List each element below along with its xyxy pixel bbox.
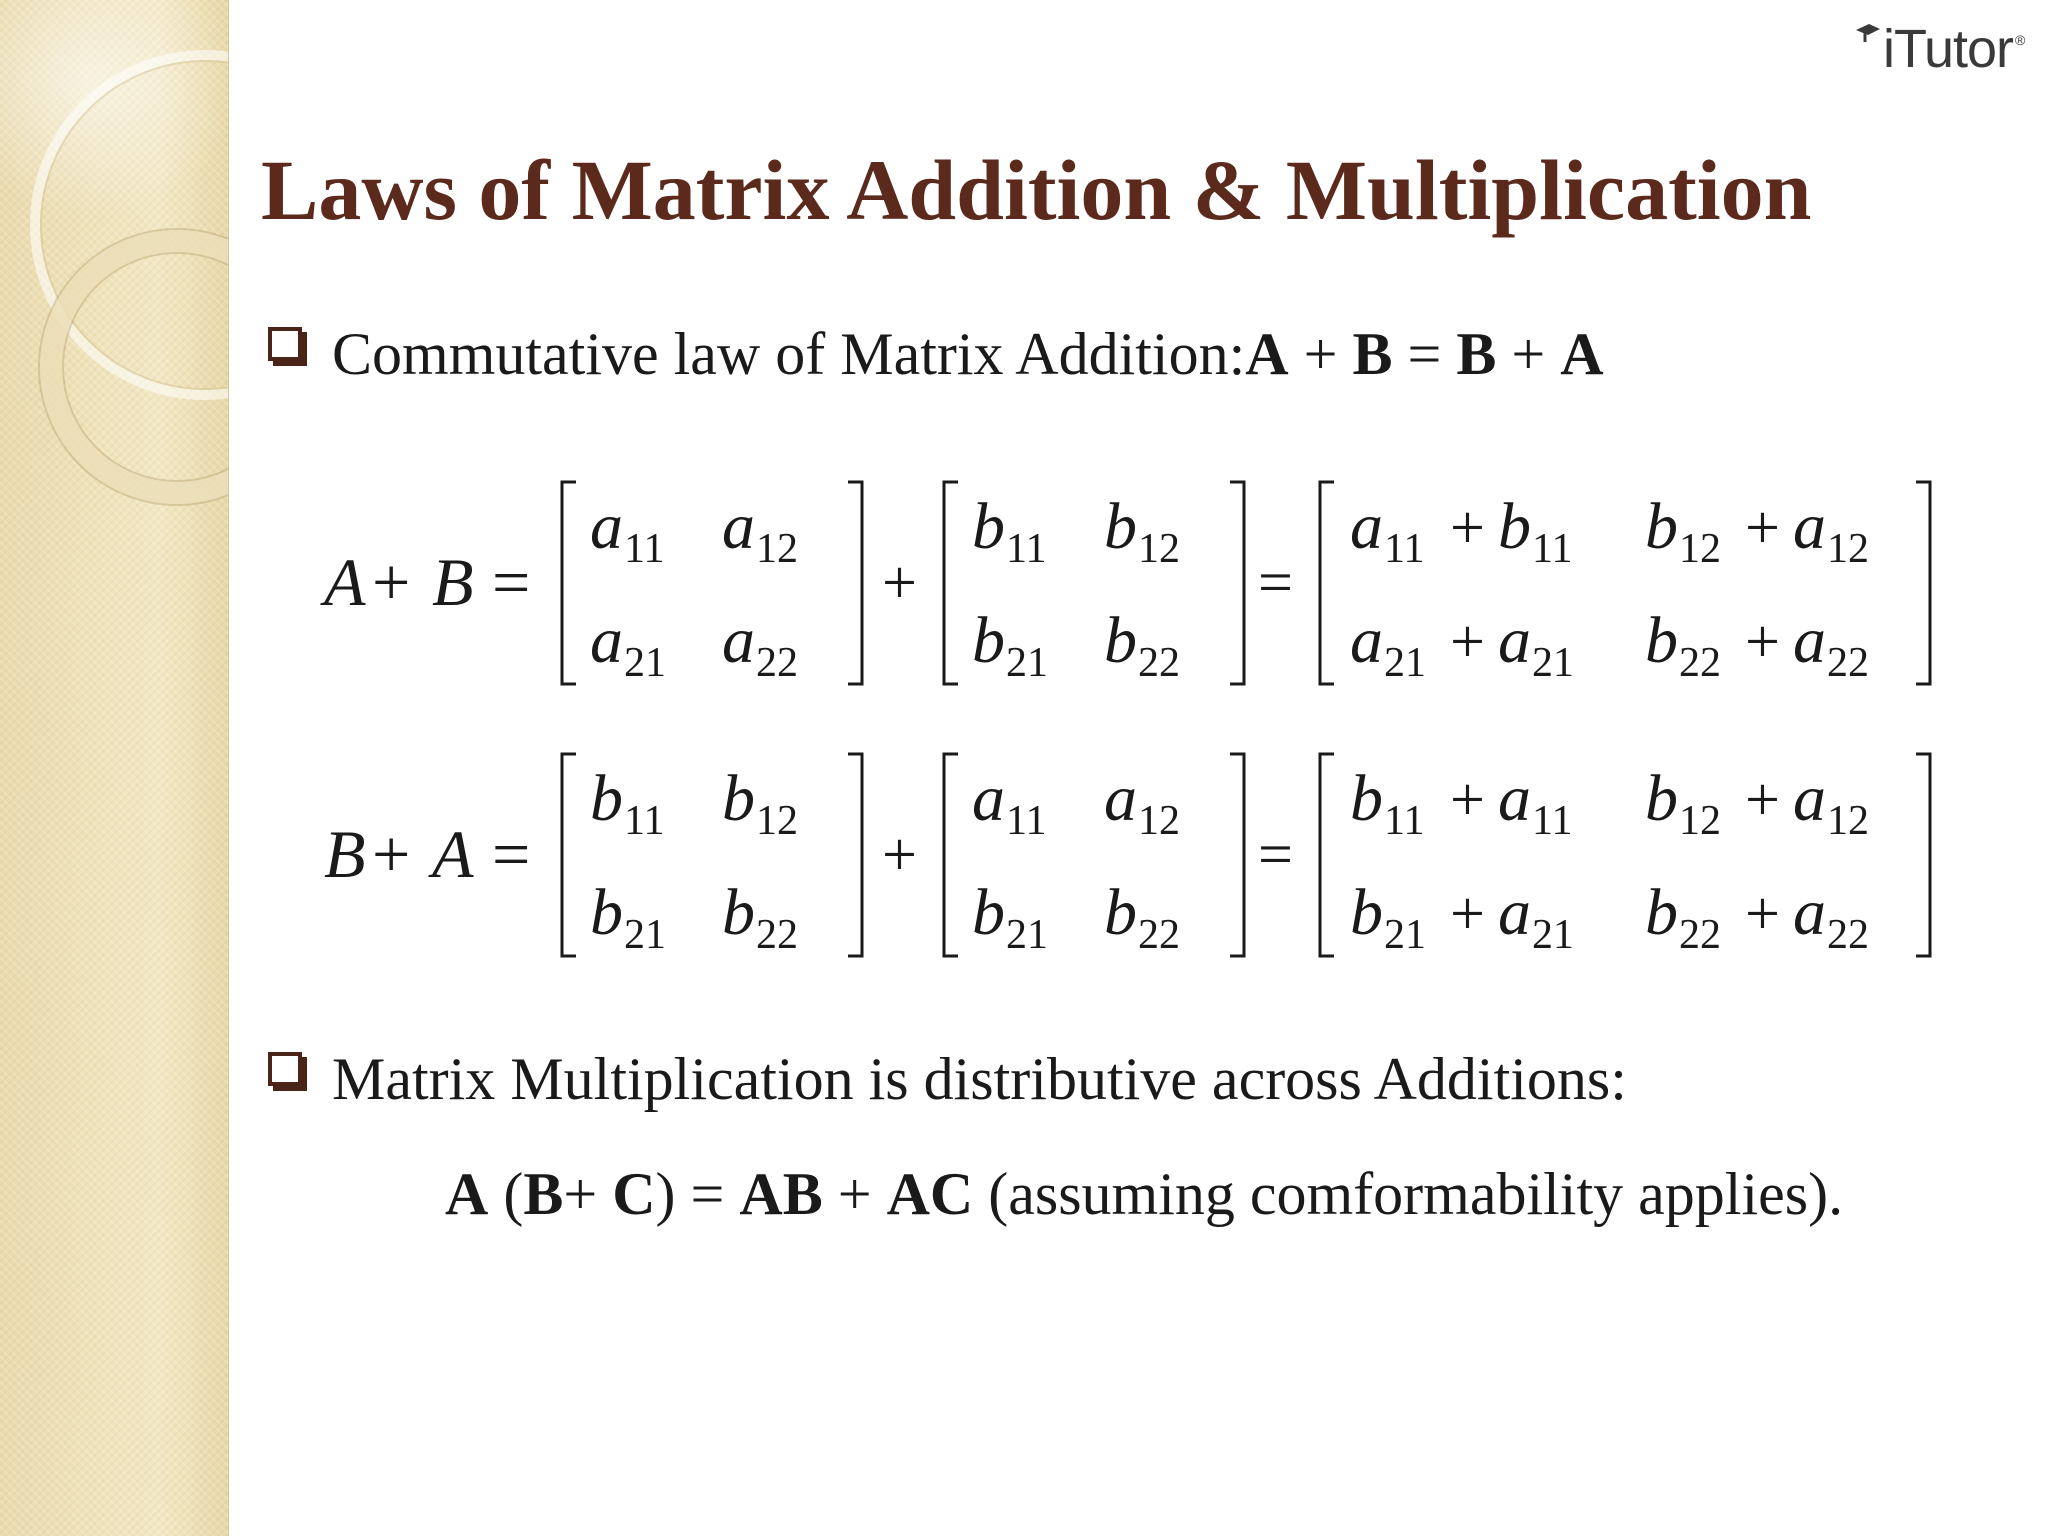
matrix-subscript: 12 xyxy=(1827,526,1869,572)
matrix-second xyxy=(944,754,1244,958)
matrix-variable: b xyxy=(1104,604,1137,677)
result-term xyxy=(1498,604,1574,686)
result-cell xyxy=(1645,604,1869,686)
right-bracket xyxy=(1230,754,1244,956)
matrix-subscript: 12 xyxy=(1679,798,1721,844)
matrix-subscript: 11 xyxy=(1384,526,1425,572)
matrix-variable: a xyxy=(722,604,755,677)
law-operator: = xyxy=(1392,321,1457,387)
result-cell xyxy=(1645,490,1869,572)
equals-sign: = xyxy=(1258,821,1293,889)
matrix-variable: b xyxy=(1104,490,1137,563)
eq-symbol: ( xyxy=(488,1161,524,1227)
plus-sign: + xyxy=(1450,608,1485,676)
matrix-name: A xyxy=(432,816,474,892)
matrix-first xyxy=(562,754,862,958)
matrix-subscript: 12 xyxy=(1138,526,1180,572)
matrix-cell xyxy=(972,604,1048,686)
matrix-cell xyxy=(590,604,666,686)
matrix-variable: b xyxy=(590,762,623,835)
result-term xyxy=(1645,490,1721,572)
plus-sign: + xyxy=(882,821,917,889)
matrix-cell xyxy=(1104,762,1180,844)
right-bracket xyxy=(848,482,862,684)
result-term xyxy=(1793,604,1869,686)
matrix-subscript: 22 xyxy=(1138,640,1180,686)
matrix-cell xyxy=(722,876,798,958)
result-cell xyxy=(1350,876,1574,958)
matrix-variable: b xyxy=(972,490,1005,563)
matrix-subscript: 21 xyxy=(1384,640,1426,686)
matrix-variable: a xyxy=(1793,490,1826,563)
plus-sign: + xyxy=(1745,608,1780,676)
result-cell xyxy=(1645,762,1869,844)
bullet-commutative-law xyxy=(268,320,1604,389)
matrix-variable: b xyxy=(1645,490,1678,563)
matrix-subscript: 11 xyxy=(1532,798,1573,844)
law-operator: + xyxy=(1288,321,1353,387)
result-term xyxy=(1645,876,1721,958)
plus-sign: + xyxy=(1745,880,1780,948)
plus-sign: + xyxy=(1450,494,1485,562)
matrix-cell xyxy=(972,762,1046,844)
matrix-variable: b xyxy=(1350,876,1383,949)
eq-symbol: + xyxy=(822,1161,887,1227)
bullet-text: Matrix Multiplication is distributive across Additions: xyxy=(332,1046,1627,1112)
law-term: A xyxy=(1560,321,1604,387)
eq-note: (assuming comformability applies). xyxy=(973,1161,1844,1227)
result-term xyxy=(1350,490,1424,572)
matrix-variable: a xyxy=(590,490,623,563)
result-term xyxy=(1645,604,1721,686)
matrix-variable: a xyxy=(1793,876,1826,949)
matrix-subscript: 22 xyxy=(756,912,798,958)
matrix-variable: a xyxy=(1793,604,1826,677)
matrix-variable: b xyxy=(1645,604,1678,677)
eq-symbol: + xyxy=(563,1161,613,1227)
equals-sign: = xyxy=(1258,549,1293,617)
matrix-variable: b xyxy=(722,762,755,835)
result-term xyxy=(1793,876,1869,958)
matrix-subscript: 21 xyxy=(624,640,666,686)
matrix-variable: a xyxy=(722,490,755,563)
decorative-sidebar xyxy=(0,0,229,1536)
distributive-equation xyxy=(445,1160,1843,1229)
matrix-variable: b xyxy=(972,876,1005,949)
matrix-cell xyxy=(722,762,798,844)
matrix-subscript: 21 xyxy=(1384,912,1426,958)
matrix-variable: a xyxy=(1498,604,1531,677)
matrix-variable: b xyxy=(1350,762,1383,835)
matrix-cell xyxy=(722,490,798,572)
left-bracket xyxy=(1320,754,1334,956)
matrix-cell xyxy=(1104,490,1180,572)
bullet-text: Commutative law of Matrix Addition: xyxy=(332,321,1246,387)
equals-sign: = xyxy=(492,816,531,892)
matrix-cell xyxy=(972,876,1048,958)
left-bracket xyxy=(562,754,576,956)
matrix-variable: a xyxy=(1104,762,1137,835)
matrix-subscript: 22 xyxy=(756,640,798,686)
matrix-cell xyxy=(1104,876,1180,958)
right-bracket xyxy=(1230,482,1244,684)
matrix-variable: b xyxy=(1645,876,1678,949)
matrix-subscript: 22 xyxy=(1679,640,1721,686)
result-cell xyxy=(1350,604,1574,686)
matrix-result xyxy=(1320,482,1930,686)
left-bracket xyxy=(944,482,958,684)
eq-term: A xyxy=(445,1161,489,1227)
plus-sign: + xyxy=(1450,766,1485,834)
matrix-variable: a xyxy=(1793,762,1826,835)
logo-text: iTutor xyxy=(1883,19,2014,79)
matrix-subscript: 12 xyxy=(1827,798,1869,844)
matrix-variable: b xyxy=(972,604,1005,677)
matrix-cell xyxy=(590,876,666,958)
matrix-subscript: 11 xyxy=(1532,526,1573,572)
matrix-subscript: 11 xyxy=(1006,798,1047,844)
equals-sign: = xyxy=(492,544,531,620)
matrix-subscript: 12 xyxy=(1138,798,1180,844)
matrix-subscript: 21 xyxy=(1532,640,1574,686)
result-term xyxy=(1645,762,1721,844)
matrix-variable: b xyxy=(1498,490,1531,563)
plus-sign: + xyxy=(1745,766,1780,834)
eq-term: B xyxy=(523,1161,564,1227)
right-bracket xyxy=(848,754,862,956)
matrix-subscript: 12 xyxy=(756,798,798,844)
matrix-cell xyxy=(1104,604,1180,686)
left-bracket xyxy=(944,754,958,956)
eq-term: AC xyxy=(886,1161,974,1227)
result-term xyxy=(1793,762,1869,844)
law-term: B xyxy=(1352,321,1393,387)
left-bracket xyxy=(1320,482,1334,684)
matrix-name: A xyxy=(324,544,366,620)
matrix-subscript: 11 xyxy=(1006,526,1047,572)
plus-sign: + xyxy=(372,544,411,620)
eq-symbol: ) xyxy=(655,1161,676,1227)
equation-a-plus-b xyxy=(310,470,1950,700)
matrix-cell xyxy=(590,490,664,572)
eq-symbol: = xyxy=(675,1161,740,1227)
result-cell xyxy=(1645,876,1869,958)
bullet-square-icon xyxy=(268,1052,302,1086)
matrix-subscript: 22 xyxy=(1138,912,1180,958)
left-bracket xyxy=(562,482,576,684)
law-expression xyxy=(1245,320,1603,389)
plus-sign: + xyxy=(1450,880,1485,948)
matrix-variable: a xyxy=(1498,762,1531,835)
matrix-subscript: 21 xyxy=(624,912,666,958)
registered-mark: ® xyxy=(2015,32,2025,48)
matrix-subscript: 21 xyxy=(1006,912,1048,958)
matrix-result xyxy=(1320,754,1930,958)
eq-term: C xyxy=(612,1161,656,1227)
matrix-variable: b xyxy=(722,876,755,949)
itutor-logo xyxy=(1855,18,2024,88)
matrix-variable: b xyxy=(1645,762,1678,835)
matrix-variable: b xyxy=(590,876,623,949)
result-term xyxy=(1793,490,1869,572)
result-term xyxy=(1350,762,1424,844)
matrix-name: B xyxy=(432,544,474,620)
matrix-variable: a xyxy=(590,604,623,677)
matrix-subscript: 12 xyxy=(756,526,798,572)
matrix-variable: a xyxy=(1350,490,1383,563)
eq-term: AB xyxy=(739,1161,823,1227)
matrix-variable: a xyxy=(1350,604,1383,677)
equation-b-plus-a xyxy=(310,742,1950,972)
matrix-variable: a xyxy=(1498,876,1531,949)
result-term xyxy=(1498,490,1572,572)
bullet-square-icon xyxy=(268,327,302,361)
matrix-subscript: 11 xyxy=(1384,798,1425,844)
matrix-cell xyxy=(972,490,1046,572)
result-cell xyxy=(1350,490,1572,572)
bullet-distributive-law xyxy=(268,1045,1627,1114)
plus-sign: + xyxy=(1745,494,1780,562)
matrix-cell xyxy=(590,762,664,844)
matrix-subscript: 11 xyxy=(624,526,665,572)
right-bracket xyxy=(1916,482,1930,684)
law-term: B xyxy=(1456,321,1497,387)
plus-sign: + xyxy=(372,816,411,892)
matrix-subscript: 21 xyxy=(1532,912,1574,958)
result-term xyxy=(1498,876,1574,958)
law-term: A xyxy=(1245,321,1289,387)
result-term xyxy=(1350,876,1426,958)
matrix-variable: b xyxy=(1104,876,1137,949)
matrix-subscript: 22 xyxy=(1679,912,1721,958)
matrix-name: B xyxy=(324,816,366,892)
matrix-variable: a xyxy=(972,762,1005,835)
law-operator: + xyxy=(1496,321,1561,387)
matrix-subscript: 22 xyxy=(1827,640,1869,686)
graduation-cap-icon xyxy=(1855,22,1881,44)
matrix-second xyxy=(944,482,1244,686)
result-term xyxy=(1498,762,1572,844)
result-term xyxy=(1350,604,1426,686)
matrix-subscript: 21 xyxy=(1006,640,1048,686)
result-cell xyxy=(1350,762,1572,844)
right-bracket xyxy=(1916,754,1930,956)
matrix-subscript: 12 xyxy=(1679,526,1721,572)
matrix-subscript: 11 xyxy=(624,798,665,844)
matrix-first xyxy=(562,482,862,686)
matrix-cell xyxy=(722,604,798,686)
slide-title: Laws of Matrix Addition & Multiplication xyxy=(261,142,1812,238)
matrix-subscript: 22 xyxy=(1827,912,1869,958)
plus-sign: + xyxy=(882,549,917,617)
